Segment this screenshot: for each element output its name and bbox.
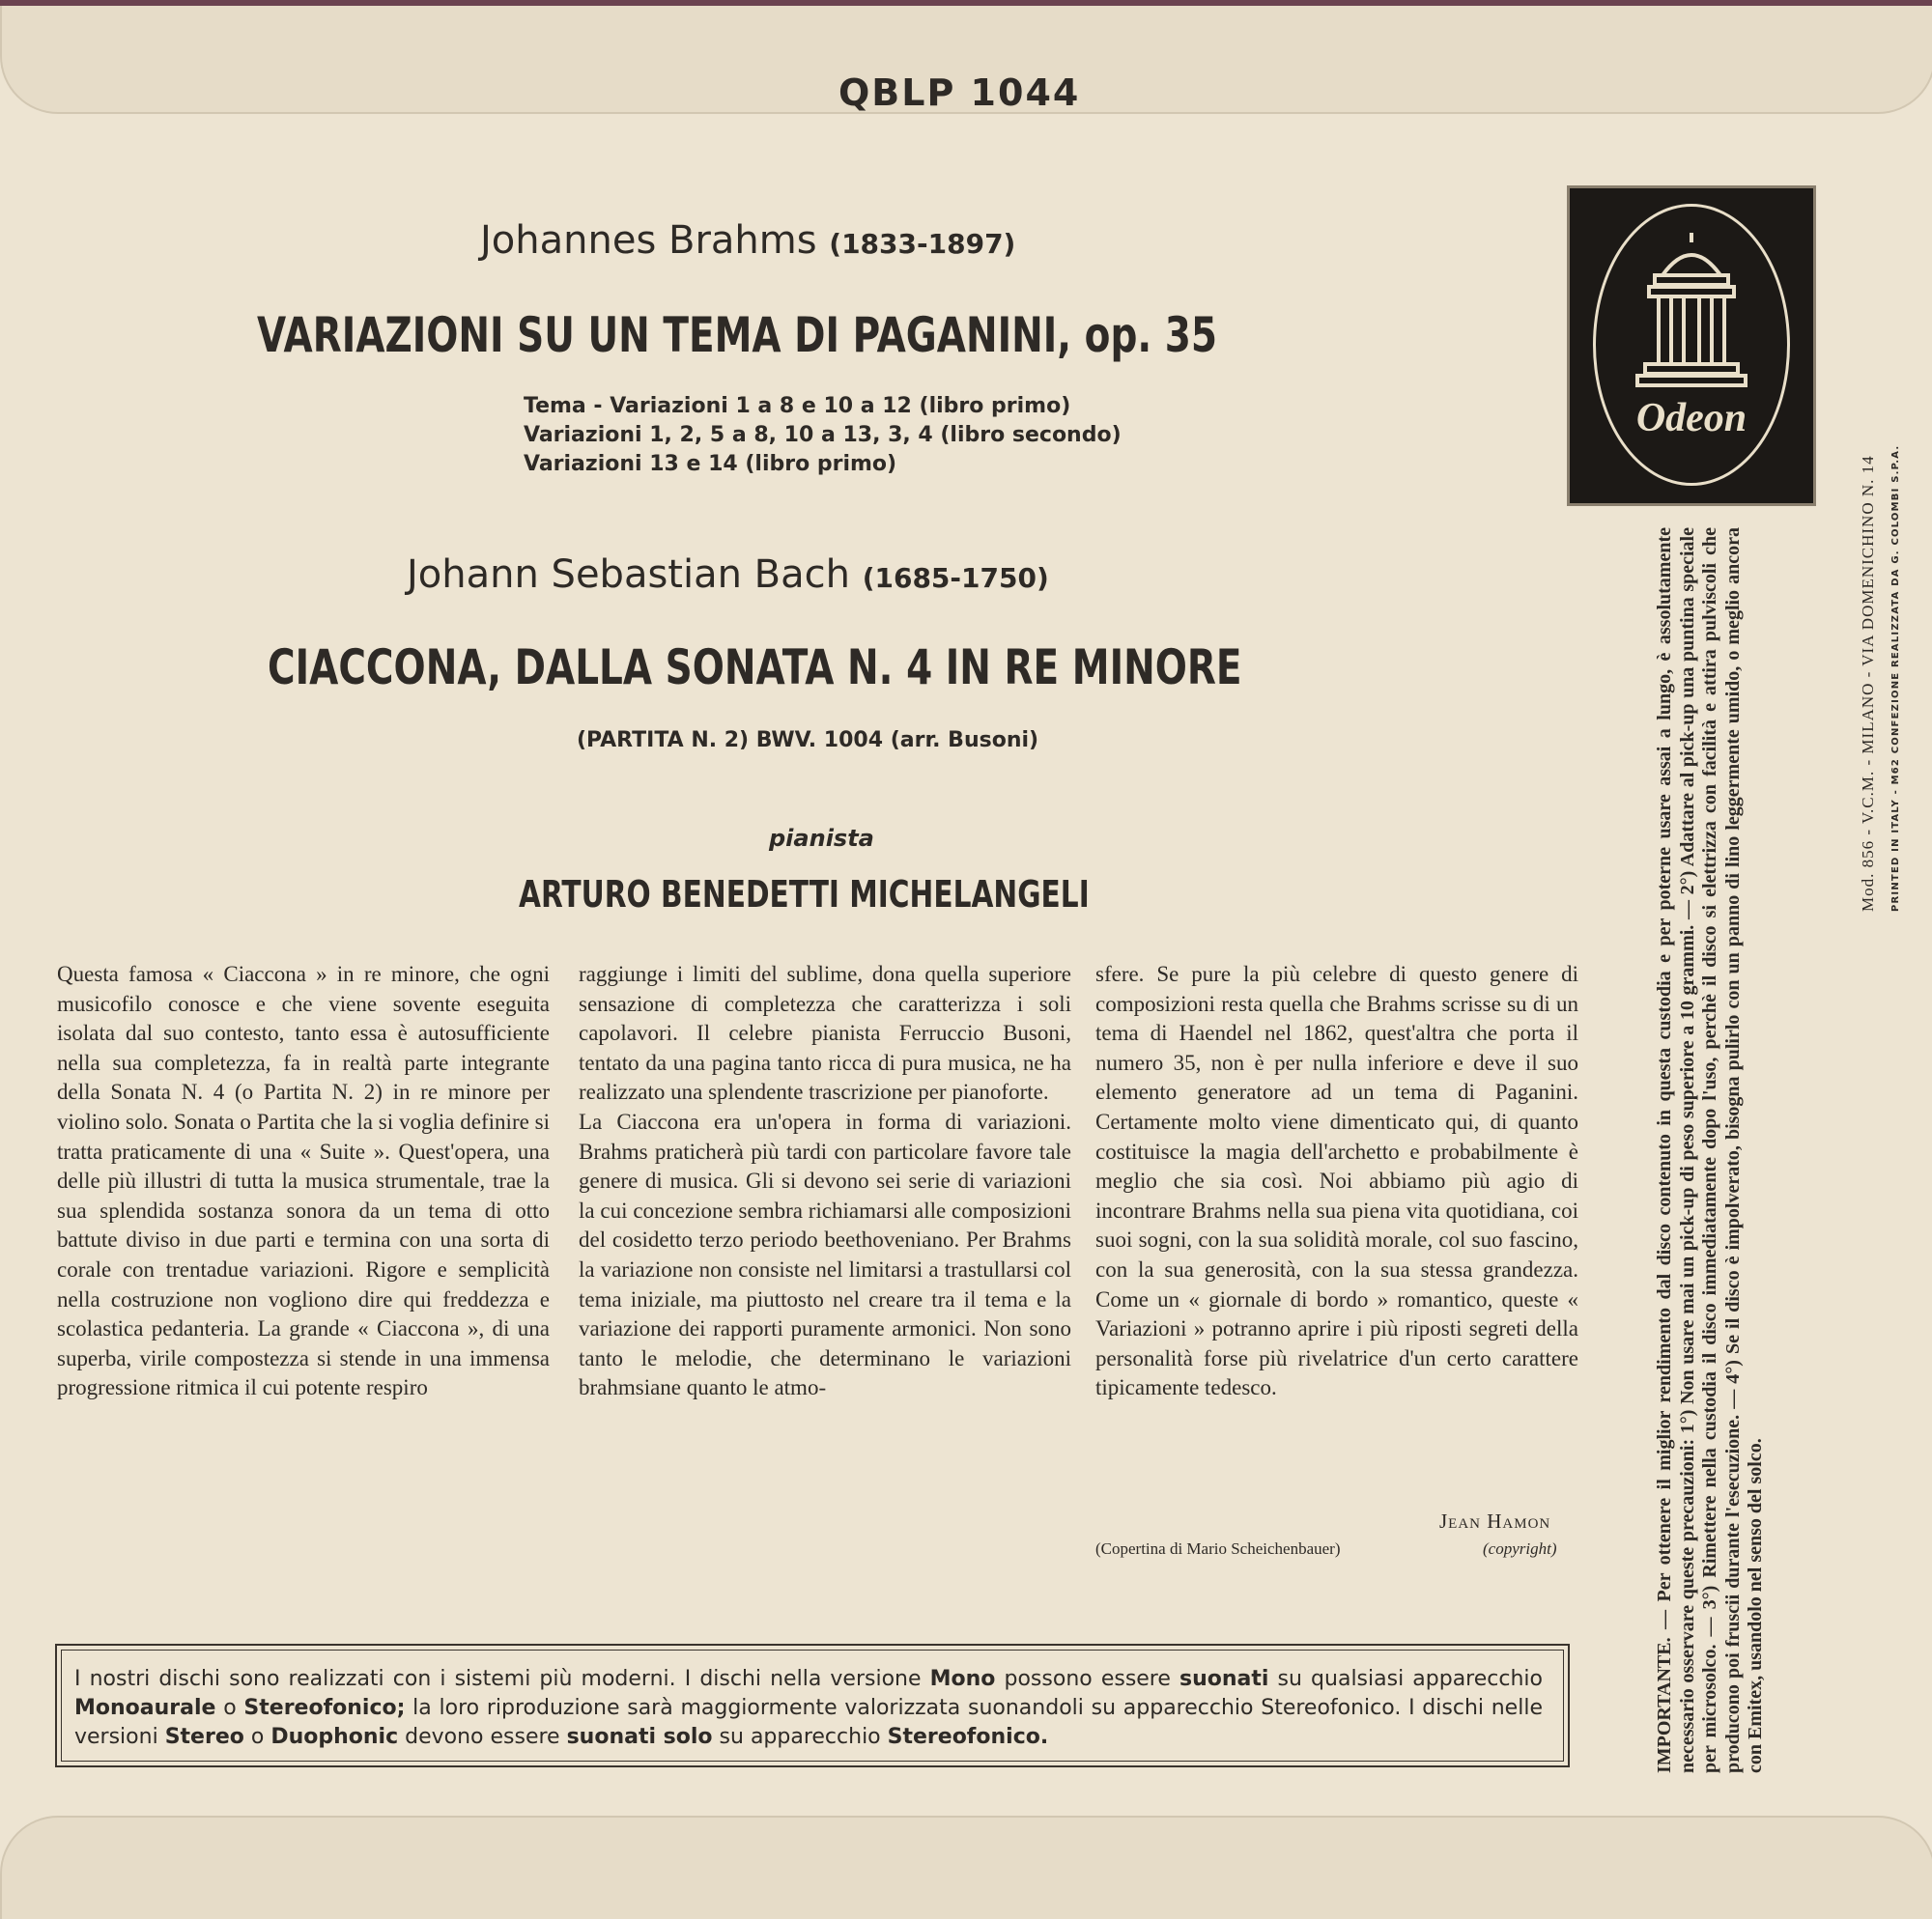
detail-line: Variazioni 1, 2, 5 a 8, 10 a 13, 3, 4 (libro secondo) <box>524 423 1122 447</box>
catalog-number: QBLP 1044 <box>838 71 1081 114</box>
paragraph: Questa famosa « Ciaccona » in re minore, che ogni musicofilo conosce e che viene sovente eseguita isolata dal suo contesto, tanto essa è autosufficiente nella sua completezza, fa in realtà parte integrante della Sonata N. 4 (o Partita N. 2) in re minore per violino solo. Sonata o Partita che la si voglia definire si tratta praticamente di una « Suite ». Quest'opera, una delle più illustri di tutta la musica strumentale, trae la sua splendida sostanza sonora da un tema di otto battute diviso in due parti e termina con una sorta di corale con trentadue variazioni. Rigore e semplicità nella costruzione non vogliono dire qui freddezza e scolastica pedanteria. La grande « Ciaccona », di una superba, virile compostezza si stende in una immensa progressione ritmica il cui potente respiro <box>57 962 550 1400</box>
liner-notes-column-1 <box>57 960 550 1403</box>
cover-credit: (Copertina di Mario Scheichenbauer) <box>1095 1539 1341 1558</box>
performer-name: ARTURO BENEDETTI MICHELANGELI <box>519 873 1090 916</box>
composer-name: Johannes Brahms <box>480 218 817 263</box>
composer-years: (1833-1897) <box>829 228 1016 260</box>
detail-line: Variazioni 13 e 14 (libro primo) <box>524 452 897 476</box>
copyright-note: (copyright) <box>1483 1539 1557 1558</box>
odeon-logo <box>1567 185 1816 506</box>
liner-notes-column-3 <box>1095 960 1578 1403</box>
temple-icon <box>1634 227 1749 391</box>
work-subtitle: (PARTITA N. 2) BWV. 1004 (arr. Busoni) <box>577 728 1039 752</box>
work-title-paganini-variations: VARIAZIONI SU UN TEMA DI PAGANINI, op. 35 <box>257 307 1218 363</box>
importante-care-instructions: IMPORTANTE. — Per ottenere il miglior rendimento dal disco contenuto in questa custodia e per poterne usare assai a lungo, è assolutamente necessario osservare queste precauzioni: 1°) Non usare mai un pick-up di peso superiore a 10 grammi. — 2°) Adattare al pick-up una puntina speciale per microsolco. — 3°) Rimettere nella custodia il disco immediatamente dopo l'uso, perchè il disco si elettrizza con facilità e attira pulviscoli che producono poi fruscii durante l'esecuzione. — 4°) Se il disco è impolverato, bisogna pulirlo con un panno di lino leggermente umido, o meglio ancora con Emitex, usandolo nel senso del solco. <box>1654 527 1766 1773</box>
liner-notes-column-2 <box>579 960 1071 1403</box>
composer-name: Johann Sebastian Bach <box>407 552 850 597</box>
notes-author: Jean Hamon <box>1439 1510 1551 1533</box>
paragraph: raggiunge i limiti del sublime, dona quella superiore sensazione di completezza che caratterizza i soli capolavori. Il celebre pianista Ferruccio Busoni, tentato da una pagina tanto ricca di pura musica, ne ha realizzato una splendente trascrizione per pianoforte. <box>579 962 1071 1105</box>
paragraph: sfere. Se pure la più celebre di questo genere di composizioni resta quella che Brahms scrisse su di un tema di Haendel nel 1862, quest'altra che porta il numero 35, non è per nulla inferiore e deve il suo elemento generatore ad un tema di Paganini. Certamente molto viene dimenticato qui, di quanto costituisce la magia dell'archetto e probabilmente è meglio che sia così. Noi abbiamo più agio di incontrare Brahms nella sua piena vita quotidiana, coi suoi sogni, con la sua solidità morale, col suo fascino, con la sua generosità, con la sua stessa grandezza. Come un « giornale di bordo » romantico, queste « Variazioni » potranno aprire i più riposti segreti della personalità forse più rivelatrice d'un certo carattere tipicamente tedesco. <box>1095 962 1578 1400</box>
work-details <box>524 392 1122 479</box>
detail-line: Tema - Variazioni 1 a 8 e 10 a 12 (libro primo) <box>524 394 1071 418</box>
paragraph: La Ciaccona era un'opera in forma di variazioni. Brahms praticherà più tardi con particolare favore tale genere di musica. Gli si devono sei serie di variazioni la cui concezione sembra richiamarsi alle composizioni del cosidetto terzo periodo beethoveniano. Per Brahms la variazione non consiste nel limitarsi a trastullarsi col tema iniziale, ma piuttosto nel creare tra il tema e la variazione dei rapporti puramente armonici. Non sono tanto le melodie, che determinano le variazioni brahmsiane quanto le atmo- <box>579 1109 1071 1400</box>
logo-brand: Odeon <box>1635 396 1747 440</box>
performer-role: pianista <box>769 825 874 852</box>
model-imprint: Mod. 856 - V.C.M. - MILANO - VIA DOMENICHINO N. 14 <box>1859 455 1877 912</box>
work-title-ciaccona: CIACCONA, DALLA SONATA N. 4 IN RE MINORE <box>268 639 1242 695</box>
notice-text: I nostri dischi sono realizzati con i sistemi più moderni. I dischi nella versione Mono possono essere suonati su qualsiasi apparecchio Monoaurale o Stereofonico; la loro riproduzione sarà maggiormente valorizzata suonandoli su apparecchio Stereofonico. I dischi nelle versioni Stereo o Duophonic devono essere suonati solo su apparecchio Stereofonico. <box>74 1667 1543 1749</box>
composer-years: (1685-1750) <box>862 562 1049 594</box>
composer-brahms <box>480 218 1015 263</box>
bottom-die-cut <box>0 1816 1932 1919</box>
playback-notice-box <box>55 1644 1570 1767</box>
composer-bach <box>407 552 1049 597</box>
printed-in-italy-imprint: PRINTED IN ITALY - M62 CONFEZIONE REALIZZATA DA G. COLOMBI S.P.A. <box>1890 444 1901 912</box>
